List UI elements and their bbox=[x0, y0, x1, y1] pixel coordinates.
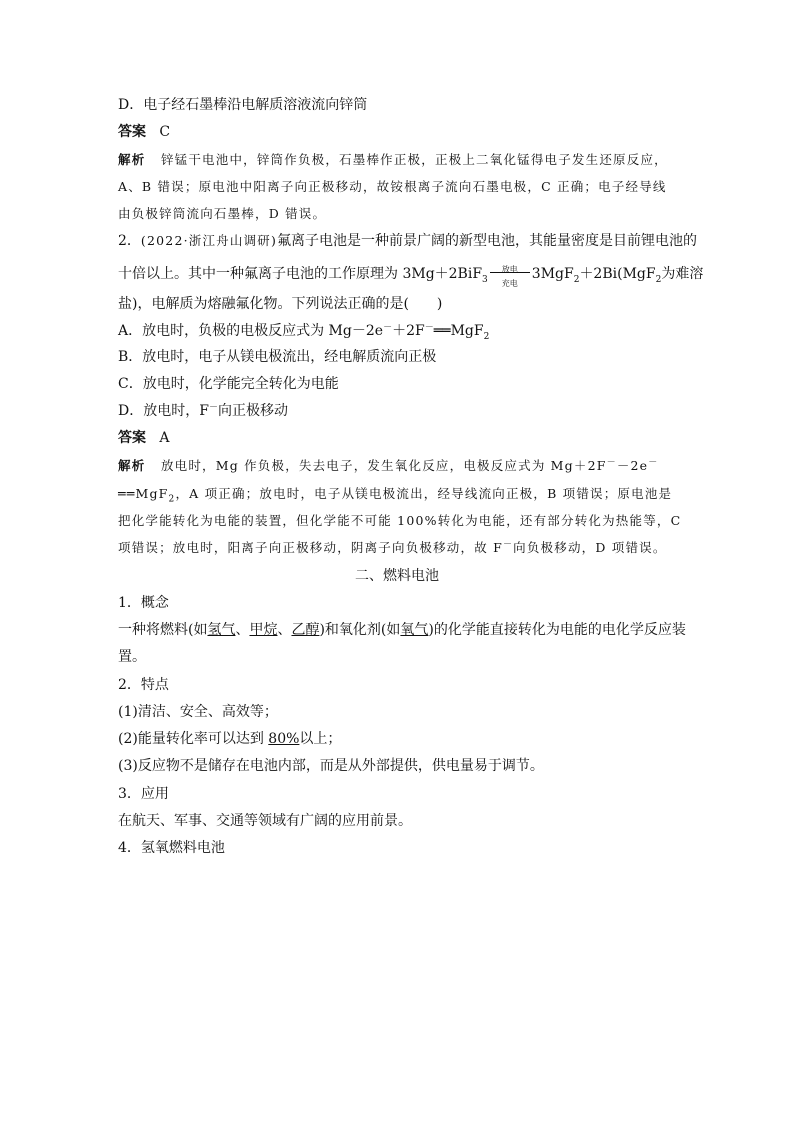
fill-blank-hydrogen: 氢气 bbox=[207, 622, 236, 638]
q2-analysis-line: 解析 放电时，Mg 作负极，失去电子，发生氧化反应，电极反应式为 Mg＋2F－－2e－ bbox=[118, 457, 659, 473]
paragraph-text: 、 bbox=[235, 622, 250, 638]
q2-option-d: D．放电时，F－向正极移动 bbox=[118, 402, 288, 419]
q1-analysis-line bbox=[118, 150, 718, 170]
heading-features: 2．特点 bbox=[118, 677, 169, 693]
concept-paragraph-line bbox=[118, 620, 718, 640]
paragraph-text: )和氧化剂(如 bbox=[319, 622, 401, 638]
q1-analysis-line: A、B 错误；原电池中阳离子向正极移动，故铵根离子流向石墨电极，C 正确；电子经导线 bbox=[118, 179, 667, 194]
answer-value: C bbox=[159, 124, 171, 140]
option-text: 向正极移动 bbox=[217, 403, 288, 419]
stem-text: 十倍以上。其中一种氟离子电池的工作原理为 3Mg＋2BiF bbox=[118, 266, 483, 282]
q2-stem-line bbox=[118, 231, 718, 251]
analysis-text: 放电时，Mg 作负极，失去电子，发生氧化反应，电极反应式为 Mg＋2F bbox=[160, 458, 607, 473]
analysis-label: 解析 bbox=[118, 152, 146, 167]
q2-answer bbox=[118, 428, 718, 448]
q1-option-d: D．电子经石墨棒沿电解质溶液流向锌筒 bbox=[118, 97, 368, 113]
q2-analysis-line: ══MgF$_2$，A 项正确；放电时，电子从镁电极流出，经导线流向正极，B 项错误；原电池是 bbox=[118, 486, 673, 505]
fill-blank-ethanol: 乙醇 bbox=[291, 622, 320, 638]
heading-applications: 3．应用 bbox=[118, 786, 169, 802]
question-source: (2022·浙江舟山调研) bbox=[140, 233, 278, 248]
arrow-top-label: 放电 bbox=[501, 265, 518, 274]
heading-concept: 1．概念 bbox=[118, 595, 169, 611]
stem-text: 氟离子电池是一种前景广阔的新型电池，其能量密度是目前锂电池的 bbox=[277, 233, 698, 249]
analysis-label: 解析 bbox=[118, 458, 146, 473]
option-text: ══MgF bbox=[433, 323, 484, 339]
feature-text: (2)能量转化率可以达到 bbox=[118, 731, 269, 747]
answer-value: A bbox=[159, 430, 170, 446]
q2-analysis-line: 项错误；放电时，阳离子向正极移动，阴离子向负极移动，故 F－向负极移动，D 项错误。 bbox=[118, 539, 667, 555]
concept-paragraph-line: 置。 bbox=[118, 649, 146, 665]
stem-text: 3MgF bbox=[531, 266, 574, 282]
q2-stem-line: 盐)，电解质为熔融氟化物。下列说法正确的是( ) bbox=[118, 296, 443, 312]
feature-item: (1)清洁、安全、高效等； bbox=[118, 704, 278, 720]
question-number: 2． bbox=[118, 233, 141, 249]
fill-blank-methane: 甲烷 bbox=[249, 622, 278, 638]
answer-label: 答案 bbox=[118, 124, 146, 140]
fill-blank-percent: 80% bbox=[268, 731, 300, 747]
stem-text: ＋2Bi(MgF bbox=[579, 266, 656, 282]
q2-analysis-line: 把化学能转化为电能的装置，但化学能不可能 100%转化为电能，还有部分转化为热能等，C bbox=[118, 513, 682, 528]
q2-option-a: A．放电时，负极的电极反应式为 Mg－2e－＋2F－══MgF$_2$ bbox=[118, 322, 490, 342]
analysis-text: ══MgF bbox=[118, 486, 169, 501]
paragraph-text: 、 bbox=[277, 622, 292, 638]
paragraph-text: )的化学能直接转化为电能的电化学反应装 bbox=[428, 622, 686, 638]
option-text: A．放电时，负极的电极反应式为 Mg－2e bbox=[118, 323, 384, 339]
section-title: 二、燃料电池 bbox=[355, 568, 439, 584]
q2-option-b: B．放电时，电子从镁电极流出，经电解质流向正极 bbox=[118, 349, 437, 365]
fill-blank-oxygen: 氧气 bbox=[400, 622, 429, 638]
q2-stem-line: 十倍以上。其中一种氟离子电池的工作原理为 3Mg＋2BiF$_3$ 放电 充电 3MgF$_2$＋2Bi(MgF$_2$为难溶 bbox=[118, 264, 718, 284]
feature-item: (3)反应物不是储存在电池内部，而是从外部提供，供电量易于调节。 bbox=[118, 758, 544, 774]
feature-text: 以上； bbox=[299, 731, 342, 747]
analysis-text: ，A 项正确；放电时，电子从镁电极流出，经导线流向正极，B 项错误；原电池是 bbox=[175, 486, 673, 501]
paragraph-text: 一种将燃料(如 bbox=[118, 622, 208, 638]
applications-paragraph: 在航天、军事、交通等领域有广阔的应用前景。 bbox=[118, 813, 412, 829]
answer-label: 答案 bbox=[118, 430, 146, 446]
option-text: D．放电时，F bbox=[118, 403, 209, 419]
feature-item bbox=[118, 729, 718, 749]
arrow-bottom-label: 充电 bbox=[501, 279, 518, 288]
analysis-text: 向负极移动，D 项错误。 bbox=[513, 540, 667, 555]
analysis-text: －2e bbox=[616, 458, 649, 473]
q1-analysis-line: 由负极锌筒流向石墨棒，D 错误。 bbox=[118, 206, 327, 221]
heading-hydrogen-oxygen-fuel-cell: 4．氢氧燃料电池 bbox=[118, 840, 225, 856]
analysis-text: 项错误；放电时，阳离子向正极移动，阴离子向负极移动，故 F bbox=[118, 540, 503, 555]
option-text: ＋2F bbox=[392, 323, 425, 339]
reversible-arrow bbox=[488, 264, 532, 288]
q2-option-c: C．放电时，化学能完全转化为电能 bbox=[118, 376, 339, 392]
stem-text: 为难溶 bbox=[661, 266, 704, 282]
q1-answer bbox=[118, 122, 718, 142]
analysis-text: 锌锰干电池中，锌筒作负极，石墨棒作正极，正极上二氧化锰得电子发生还原反应， bbox=[160, 152, 668, 167]
